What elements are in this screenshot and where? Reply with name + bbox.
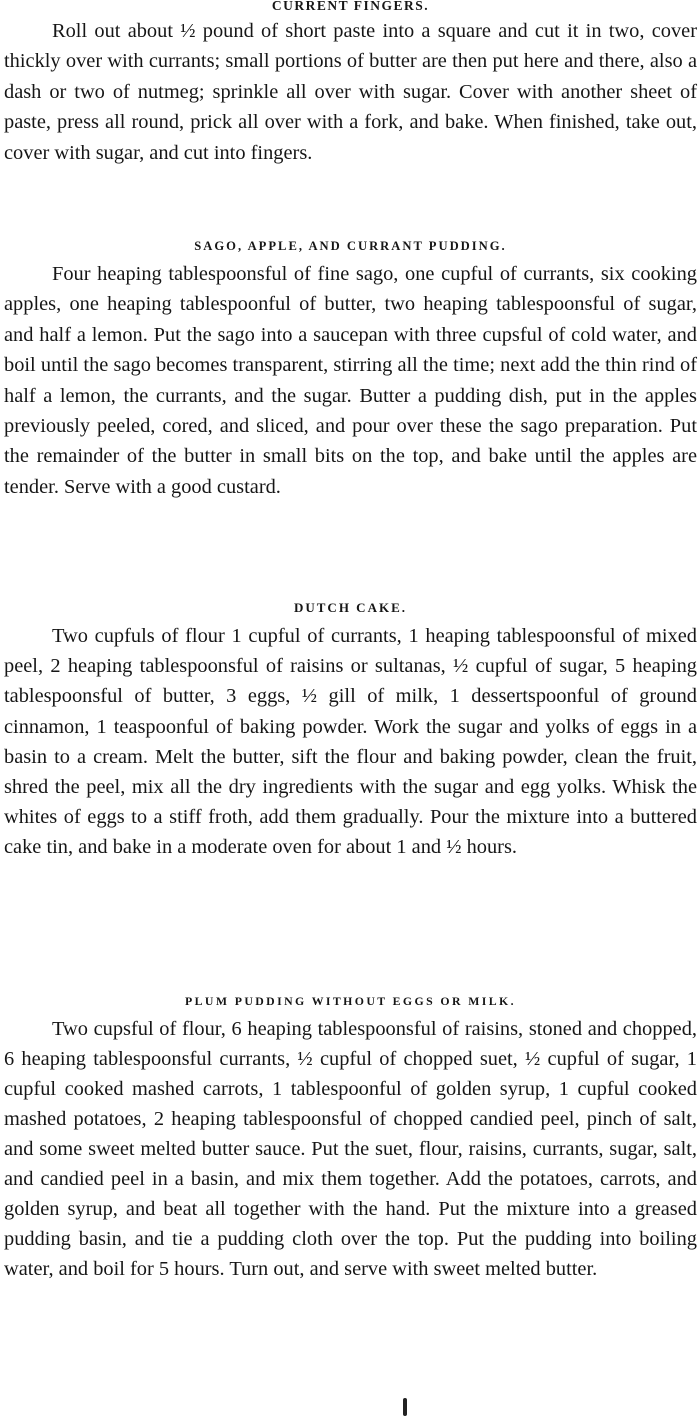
- recipe-text: Four heaping tablespoonsful of fine sago, one cupful of currants, six cooking apples, one heaping tablespoonful of butter, two heaping tablespoonsful of sugar, and half a lemon. Put the sago into a saucepan with three cupsful of cold water, and boil until the sago becomes transparent, stirring all the time; next add the thin rind of half a lemon, the currants, and the sugar. Butter a pudding dish, put in the apples previously peeled, cored, and sliced, and pour over these the sago preparation. Put the remainder of the butter in small bits on the top, and bake until the apples are tender. Serve with a good custard.: [4, 263, 697, 498]
- recipe-current-fingers: [4, 0, 697, 168]
- recipe-plum-pudding: [4, 991, 697, 1284]
- recipe-title: CURRENT FINGERS.: [271, 0, 430, 13]
- recipe-title: PLUM PUDDING WITHOUT EGGS OR MILK.: [185, 994, 516, 1008]
- recipe-sago-apple-currant-pudding: [4, 236, 697, 502]
- recipe-text: Two cupsful of flour, 6 heaping tablespoonsful of raisins, stoned and chopped, 6 heaping tablespoonsful currants, ½ cupful of chopped suet, ½ cupful of sugar, 1 cupful cooked mashed carrots, 1 tablespoonful of golden syrup, 1 cupful cooked mashed potatoes, 2 heaping tablespoonsful of chopped candied peel, pinch of salt, and some sweet melted butter sauce. Put the suet, flour, raisins, currants, sugar, salt, and candied peel in a basin, and mix them together. Add the potatoes, carrots, and golden syrup, and beat all together with the hand. Put the mixture into a greased pudding basin, and tie a pudding cloth over the top. Put the pudding into boiling water, and boil for 5 hours. Turn out, and serve with sweet melted butter.: [4, 1018, 697, 1280]
- recipe-text: Roll out about ½ pound of short paste into a square and cut it in two, cover thickly over with currants; small portions of butter are then put here and there, also a dash or two of nutmeg; sprinkle all over with sugar. Cover with another sheet of paste, press all round, prick all over with a fork, and bake. When finished, take out, cover with sugar, and cut into fingers.: [4, 20, 697, 164]
- recipe-title: SAGO, APPLE, AND CURRANT PUDDING.: [194, 239, 507, 253]
- recipe-title: DUTCH CAKE.: [293, 600, 407, 615]
- recipe-dutch-cake: [4, 598, 697, 863]
- recipe-text: Two cupfuls of flour 1 cupful of currants, 1 heaping tablespoonsful of mixed peel, 2 heaping tablespoonsful of raisins or sultanas, ½ cupful of sugar, 5 heaping tablespoonsful of butter, 3 eggs, ½ gill of milk, 1 dessertspoonful of ground cinnamon, 1 teaspoonful of baking powder. Work the sugar and yolks of eggs in a basin to a cream. Melt the butter, sift the flour and baking powder, clean the fruit, shred the peel, mix all the dry ingredients with the sugar and egg yolks. Whisk the whites of eggs to a stiff froth, add them gradually. Pour the mixture into a buttered cake tin, and bake in a moderate oven for about 1 and ½ hours.: [4, 625, 697, 859]
- print-mark: [403, 1398, 407, 1416]
